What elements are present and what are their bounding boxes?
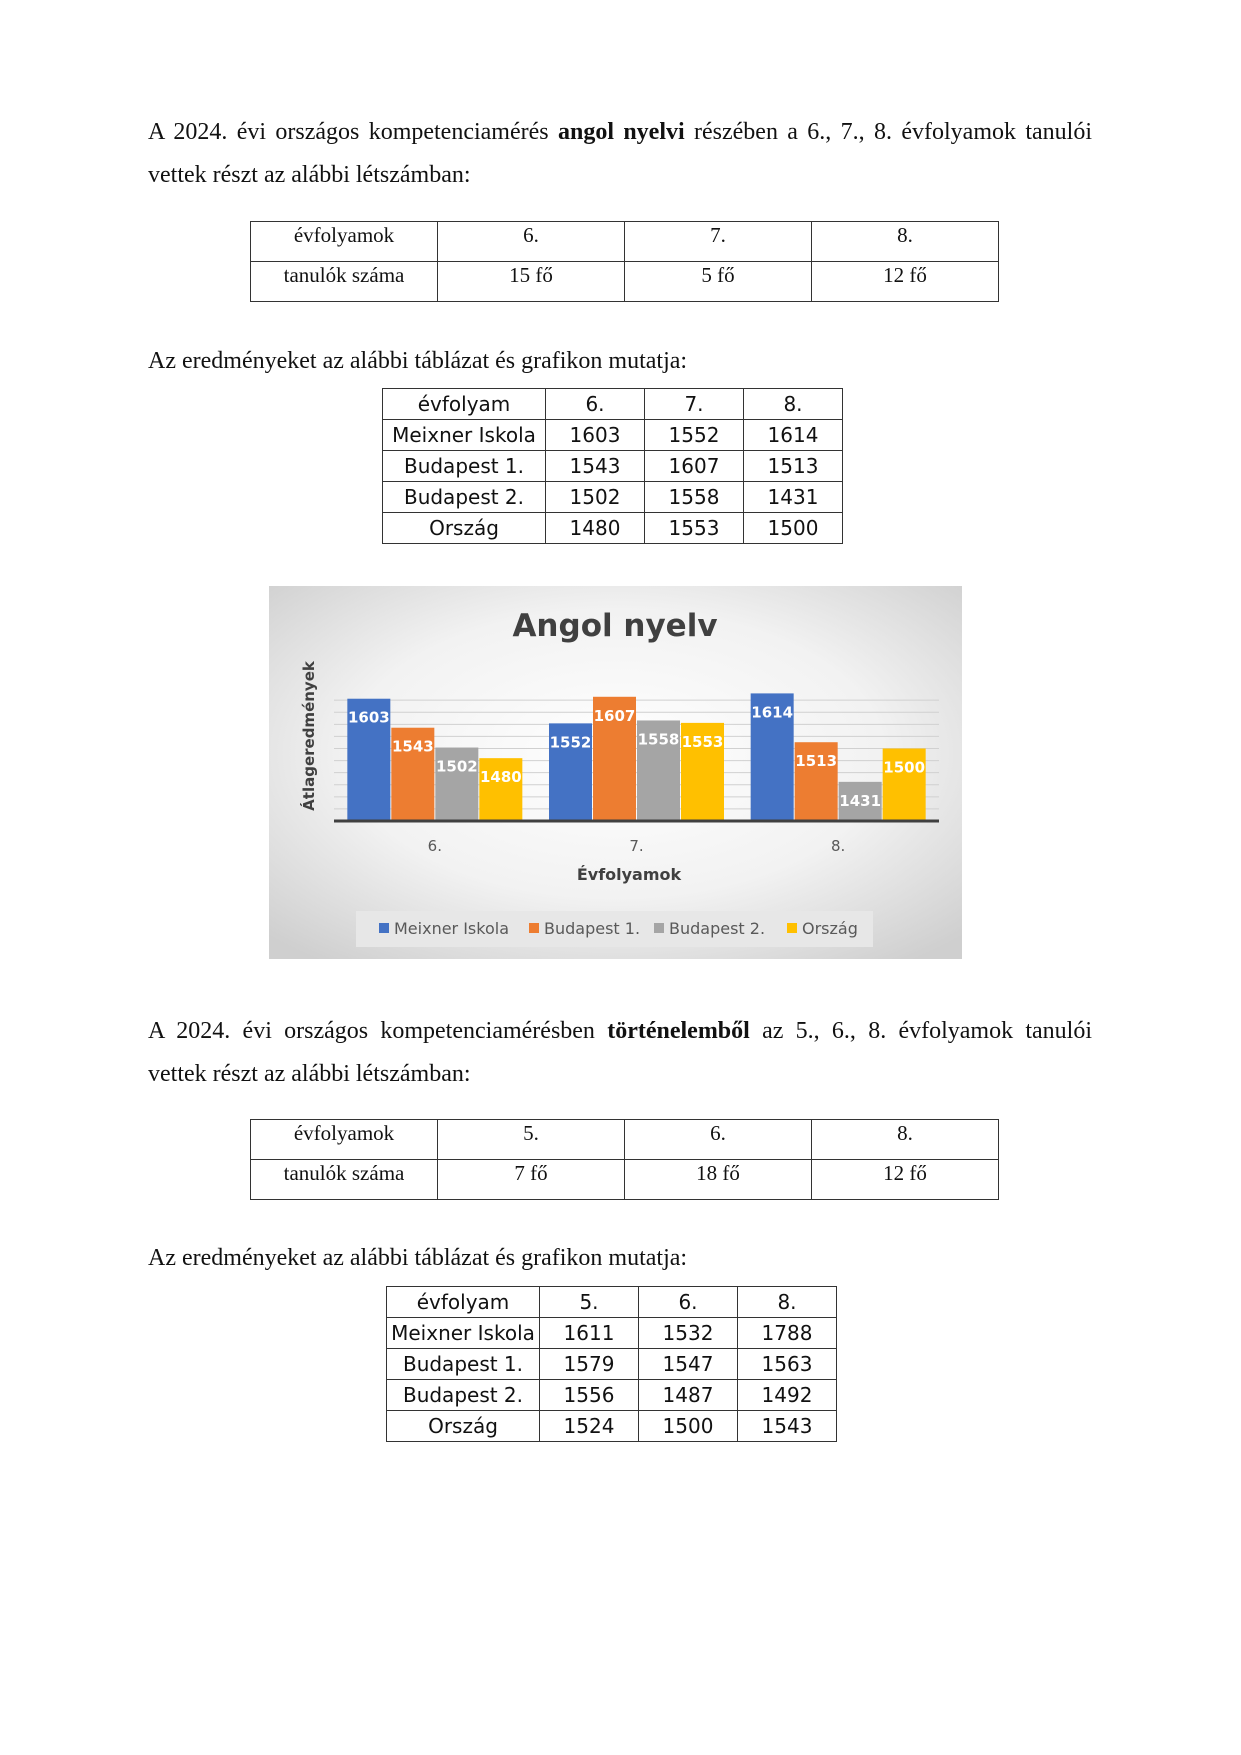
table-cell: 1579 xyxy=(540,1349,639,1380)
table-row xyxy=(387,1380,837,1411)
bar-data-label: 1607 xyxy=(593,706,636,725)
x-tick-label: 6. xyxy=(427,837,442,855)
table-cell: 7. xyxy=(645,389,744,420)
intro-text-pre: A 2024. évi országos kompetenciamérés xyxy=(148,119,558,145)
table-row xyxy=(387,1349,837,1380)
participants-table-history xyxy=(250,1119,999,1200)
table-cell: 1603 xyxy=(546,420,645,451)
bar-data-label: 1603 xyxy=(347,708,390,727)
table-cell: 5 fő xyxy=(625,262,812,302)
results-caption-history: Az eredményeket az alábbi táblázat és grafikon mutatja: xyxy=(148,1245,688,1271)
table-cell: 1556 xyxy=(540,1380,639,1411)
table-cell: 6. xyxy=(546,389,645,420)
table-cell: 15 fő xyxy=(438,262,625,302)
table-cell: évfolyamok xyxy=(251,1120,438,1160)
bar-data-label: 1552 xyxy=(549,733,592,752)
bar-data-label: 1558 xyxy=(637,730,680,749)
intro-text-post: az 5., 6., 8. évfolyamok tanulói xyxy=(749,1018,1093,1044)
table-cell: 1553 xyxy=(645,513,744,544)
table-cell: évfolyam xyxy=(383,389,546,420)
table-row xyxy=(383,482,843,513)
table-cell: 1524 xyxy=(540,1411,639,1442)
intro-line-2: vettek részt az alábbi létszámban: xyxy=(148,1061,471,1087)
table-cell: 1543 xyxy=(738,1411,837,1442)
table-cell: 6. xyxy=(639,1287,738,1318)
subject-name: történelemből xyxy=(607,1018,750,1044)
bar-data-label: 1480 xyxy=(479,768,522,787)
legend-label: Meixner Iskola xyxy=(394,919,509,938)
y-axis-title: Átlageredmények xyxy=(300,661,318,811)
table-row xyxy=(383,451,843,482)
table-cell: Meixner Iskola xyxy=(387,1318,540,1349)
table-cell: Ország xyxy=(387,1411,540,1442)
legend-swatch xyxy=(379,923,389,933)
table-cell: 1500 xyxy=(639,1411,738,1442)
table-cell: 8. xyxy=(812,222,999,262)
table-cell: 1492 xyxy=(738,1380,837,1411)
table-row xyxy=(387,1287,837,1318)
bar-data-label: 1431 xyxy=(839,791,882,810)
intro-paragraph-history xyxy=(148,1010,1092,1096)
table-row xyxy=(387,1411,837,1442)
x-tick-label: 8. xyxy=(831,837,846,855)
results-table-history xyxy=(386,1286,837,1442)
table-cell: 1607 xyxy=(645,451,744,482)
table-cell: 18 fő xyxy=(625,1160,812,1200)
table-cell: Meixner Iskola xyxy=(383,420,546,451)
table-cell: 1547 xyxy=(639,1349,738,1380)
intro-line-2: vettek részt az alábbi létszámban: xyxy=(148,162,471,188)
bar-data-label: 1553 xyxy=(681,732,724,751)
table-cell: 12 fő xyxy=(812,1160,999,1200)
table-row xyxy=(383,513,843,544)
table-cell: 8. xyxy=(738,1287,837,1318)
chart-title: Angol nyelv xyxy=(512,608,718,644)
table-row xyxy=(383,420,843,451)
table-cell: 1502 xyxy=(546,482,645,513)
participants-table-english xyxy=(250,221,999,302)
table-cell: 8. xyxy=(744,389,843,420)
english-results-chart xyxy=(269,586,962,959)
table-cell: tanulók száma xyxy=(251,1160,438,1200)
table-cell: Budapest 1. xyxy=(387,1349,540,1380)
legend-label: Budapest 2. xyxy=(669,919,766,938)
table-cell: tanulók száma xyxy=(251,262,438,302)
table-cell: 6. xyxy=(625,1120,812,1160)
table-cell: 1480 xyxy=(546,513,645,544)
table-cell: Ország xyxy=(383,513,546,544)
table-row xyxy=(251,262,999,302)
bar-data-label: 1502 xyxy=(435,757,478,776)
intro-text-pre: A 2024. évi országos kompetenciamérésben xyxy=(148,1018,608,1044)
table-row xyxy=(387,1318,837,1349)
table-cell: 1431 xyxy=(744,482,843,513)
table-cell: 1532 xyxy=(639,1318,738,1349)
table-row xyxy=(251,1160,999,1200)
legend-swatch xyxy=(787,923,797,933)
table-cell: 1543 xyxy=(546,451,645,482)
bar-data-label: 1543 xyxy=(391,737,434,756)
table-cell: 7 fő xyxy=(438,1160,625,1200)
table-cell: Budapest 2. xyxy=(383,482,546,513)
legend-swatch xyxy=(654,923,664,933)
table-cell: évfolyam xyxy=(387,1287,540,1318)
table-cell: évfolyamok xyxy=(251,222,438,262)
table-cell: 5. xyxy=(540,1287,639,1318)
bar-data-label: 1513 xyxy=(795,752,838,771)
table-row xyxy=(383,389,843,420)
results-caption-english: Az eredményeket az alábbi táblázat és grafikon mutatja: xyxy=(148,348,688,374)
table-cell: 1788 xyxy=(738,1318,837,1349)
x-axis-title: Évfolyamok xyxy=(576,865,682,884)
table-cell: 8. xyxy=(812,1120,999,1160)
x-tick-label: 7. xyxy=(629,837,644,855)
table-cell: 1611 xyxy=(540,1318,639,1349)
legend-label: Budapest 1. xyxy=(544,919,641,938)
table-cell: 6. xyxy=(438,222,625,262)
table-cell: 1513 xyxy=(744,451,843,482)
results-table-english xyxy=(382,388,843,544)
intro-line-1 xyxy=(148,1010,1092,1053)
table-row xyxy=(251,222,999,262)
table-cell: Budapest 1. xyxy=(383,451,546,482)
intro-text-post: részében a 6., 7., 8. évfolyamok tanulói xyxy=(684,119,1092,145)
table-cell: 1558 xyxy=(645,482,744,513)
table-cell: 1552 xyxy=(645,420,744,451)
legend-swatch xyxy=(529,923,539,933)
intro-line-1 xyxy=(148,111,1092,154)
bar-data-label: 1614 xyxy=(751,703,794,722)
table-row xyxy=(251,1120,999,1160)
table-cell: Budapest 2. xyxy=(387,1380,540,1411)
table-cell: 12 fő xyxy=(812,262,999,302)
intro-paragraph-english xyxy=(148,111,1092,197)
table-cell: 1563 xyxy=(738,1349,837,1380)
subject-name: angol nyelvi xyxy=(557,119,685,145)
legend-label: Ország xyxy=(802,919,858,938)
table-cell: 7. xyxy=(625,222,812,262)
table-cell: 1614 xyxy=(744,420,843,451)
table-cell: 1487 xyxy=(639,1380,738,1411)
bar-data-label: 1500 xyxy=(883,758,926,777)
table-cell: 1500 xyxy=(744,513,843,544)
table-cell: 5. xyxy=(438,1120,625,1160)
